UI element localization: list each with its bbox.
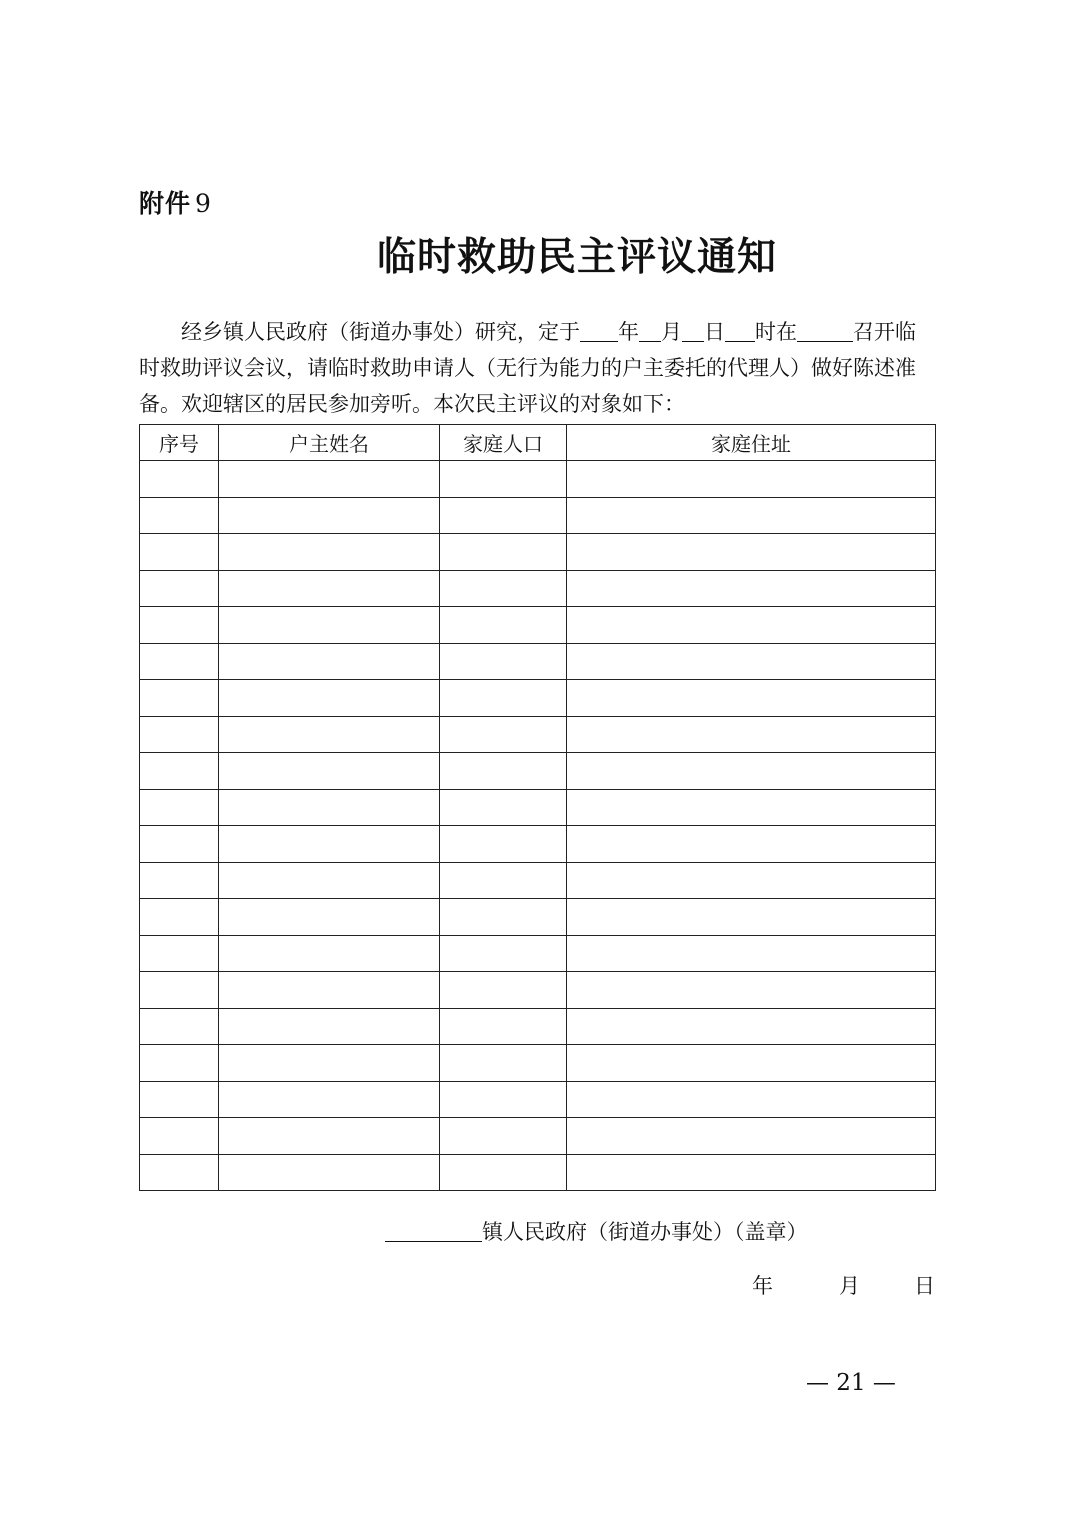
- cell-household-size[interactable]: [440, 899, 567, 936]
- cell-householder-name[interactable]: [219, 1081, 440, 1118]
- cell-household-size[interactable]: [440, 862, 567, 899]
- cell-household-size[interactable]: [440, 753, 567, 790]
- table-row: [140, 862, 936, 899]
- month-blank[interactable]: [639, 321, 661, 342]
- cell-household-size[interactable]: [440, 534, 567, 571]
- table-row: [140, 461, 936, 498]
- cell-household-size[interactable]: [440, 826, 567, 863]
- roster-table: [139, 424, 936, 1191]
- cell-household-size[interactable]: [440, 680, 567, 717]
- cell-address[interactable]: [567, 789, 936, 826]
- page-number: — 21 —: [806, 1370, 896, 1396]
- date-year: 年: [752, 1274, 773, 1298]
- table-row: [140, 1154, 936, 1191]
- cell-seq[interactable]: [140, 1008, 219, 1045]
- cell-seq[interactable]: [140, 570, 219, 607]
- cell-seq[interactable]: [140, 753, 219, 790]
- table-row: [140, 643, 936, 680]
- cell-householder-name[interactable]: [219, 899, 440, 936]
- cell-address[interactable]: [567, 1154, 936, 1191]
- cell-householder-name[interactable]: [219, 1008, 440, 1045]
- roster-body: [140, 461, 936, 1191]
- date-day: 日: [914, 1274, 935, 1298]
- cell-address[interactable]: [567, 862, 936, 899]
- intro-line-2: 时救助评议会议，请临时救助申请人（无行为能力的户主委托的代理人）做好陈述准: [139, 356, 916, 380]
- table-row: [140, 716, 936, 753]
- table-row: [140, 753, 936, 790]
- attachment-number: 9: [195, 189, 212, 218]
- intro-text-4: 日: [704, 320, 725, 344]
- cell-householder-name[interactable]: [219, 1118, 440, 1155]
- cell-seq[interactable]: [140, 461, 219, 498]
- cell-householder-name[interactable]: [219, 716, 440, 753]
- table-row: [140, 534, 936, 571]
- intro-line-1: [139, 314, 936, 350]
- cell-householder-name[interactable]: [219, 1154, 440, 1191]
- table-row: [140, 1045, 936, 1082]
- table-row: [140, 607, 936, 644]
- cell-seq[interactable]: [140, 680, 219, 717]
- cell-householder-name[interactable]: [219, 534, 440, 571]
- cell-seq[interactable]: [140, 935, 219, 972]
- cell-seq[interactable]: [140, 1154, 219, 1191]
- cell-household-size[interactable]: [440, 570, 567, 607]
- town-name-blank[interactable]: [385, 1219, 482, 1242]
- hour-blank[interactable]: [725, 321, 755, 342]
- table-row: [140, 1008, 936, 1045]
- cell-householder-name[interactable]: [219, 935, 440, 972]
- cell-household-size[interactable]: [440, 716, 567, 753]
- cell-seq[interactable]: [140, 716, 219, 753]
- intro-text-5: 时在: [755, 320, 797, 344]
- table-row: [140, 826, 936, 863]
- intro-text-1: 经乡镇人民政府（街道办事处）研究，定于: [181, 320, 580, 344]
- signature-text: 镇人民政府（街道办事处）（盖章）: [482, 1220, 808, 1244]
- table-row: [140, 1118, 936, 1155]
- cell-seq[interactable]: [140, 1045, 219, 1082]
- intro-paragraph: [139, 314, 936, 422]
- cell-address[interactable]: [567, 1118, 936, 1155]
- cell-address[interactable]: [567, 1081, 936, 1118]
- cell-seq[interactable]: [140, 972, 219, 1009]
- cell-householder-name[interactable]: [219, 1045, 440, 1082]
- cell-householder-name[interactable]: [219, 497, 440, 534]
- cell-address[interactable]: [567, 680, 936, 717]
- cell-householder-name[interactable]: [219, 607, 440, 644]
- cell-address[interactable]: [567, 643, 936, 680]
- cell-address[interactable]: [567, 753, 936, 790]
- cell-address[interactable]: [567, 972, 936, 1009]
- cell-household-size[interactable]: [440, 497, 567, 534]
- date-line: [752, 1270, 935, 1300]
- cell-householder-name[interactable]: [219, 789, 440, 826]
- cell-address[interactable]: [567, 899, 936, 936]
- cell-householder-name[interactable]: [219, 643, 440, 680]
- header-household-size: 家庭人口: [440, 425, 567, 461]
- cell-address[interactable]: [567, 716, 936, 753]
- table-row: [140, 570, 936, 607]
- cell-household-size[interactable]: [440, 607, 567, 644]
- cell-address[interactable]: [567, 1045, 936, 1082]
- table-row: [140, 789, 936, 826]
- cell-seq[interactable]: [140, 826, 219, 863]
- cell-household-size[interactable]: [440, 1045, 567, 1082]
- attachment-label: [139, 184, 212, 220]
- header-seq: 序号: [140, 425, 219, 461]
- cell-seq[interactable]: [140, 607, 219, 644]
- header-householder-name: 户主姓名: [219, 425, 440, 461]
- cell-seq[interactable]: [140, 789, 219, 826]
- header-address: 家庭住址: [567, 425, 936, 461]
- intro-text-6: 召开临: [853, 320, 916, 344]
- cell-address[interactable]: [567, 497, 936, 534]
- cell-address[interactable]: [567, 1008, 936, 1045]
- cell-household-size[interactable]: [440, 789, 567, 826]
- cell-household-size[interactable]: [440, 972, 567, 1009]
- cell-address[interactable]: [567, 461, 936, 498]
- cell-household-size[interactable]: [440, 461, 567, 498]
- place-blank[interactable]: [797, 321, 853, 342]
- table-row: [140, 972, 936, 1009]
- attachment-label-text: 附件: [139, 189, 192, 218]
- cell-seq[interactable]: [140, 643, 219, 680]
- cell-seq[interactable]: [140, 862, 219, 899]
- cell-seq[interactable]: [140, 534, 219, 571]
- intro-text-2: 年: [618, 320, 639, 344]
- cell-household-size[interactable]: [440, 643, 567, 680]
- cell-address[interactable]: [567, 534, 936, 571]
- table-row: [140, 935, 936, 972]
- cell-seq[interactable]: [140, 497, 219, 534]
- signature-line: [385, 1216, 808, 1246]
- cell-seq[interactable]: [140, 1081, 219, 1118]
- cell-household-size[interactable]: [440, 1154, 567, 1191]
- cell-householder-name[interactable]: [219, 862, 440, 899]
- cell-householder-name[interactable]: [219, 680, 440, 717]
- cell-address[interactable]: [567, 826, 936, 863]
- table-row: [140, 497, 936, 534]
- cell-household-size[interactable]: [440, 1008, 567, 1045]
- table-row: [140, 899, 936, 936]
- cell-address[interactable]: [567, 607, 936, 644]
- cell-householder-name[interactable]: [219, 753, 440, 790]
- intro-line-3: 备。欢迎辖区的居民参加旁听。本次民主评议的对象如下：: [139, 392, 685, 416]
- table-header-row: [140, 425, 936, 461]
- cell-address[interactable]: [567, 570, 936, 607]
- cell-householder-name[interactable]: [219, 972, 440, 1009]
- cell-seq[interactable]: [140, 899, 219, 936]
- intro-text-3: 月: [661, 320, 682, 344]
- cell-seq[interactable]: [140, 1118, 219, 1155]
- cell-householder-name[interactable]: [219, 461, 440, 498]
- cell-householder-name[interactable]: [219, 826, 440, 863]
- cell-address[interactable]: [567, 935, 936, 972]
- cell-householder-name[interactable]: [219, 570, 440, 607]
- day-blank[interactable]: [682, 321, 704, 342]
- cell-household-size[interactable]: [440, 1081, 567, 1118]
- cell-household-size[interactable]: [440, 935, 567, 972]
- cell-household-size[interactable]: [440, 1118, 567, 1155]
- date-month: 月: [839, 1274, 860, 1298]
- table-row: [140, 1081, 936, 1118]
- page-title: 临时救助民主评议通知: [376, 234, 777, 280]
- year-blank[interactable]: [580, 321, 618, 342]
- table-row: [140, 680, 936, 717]
